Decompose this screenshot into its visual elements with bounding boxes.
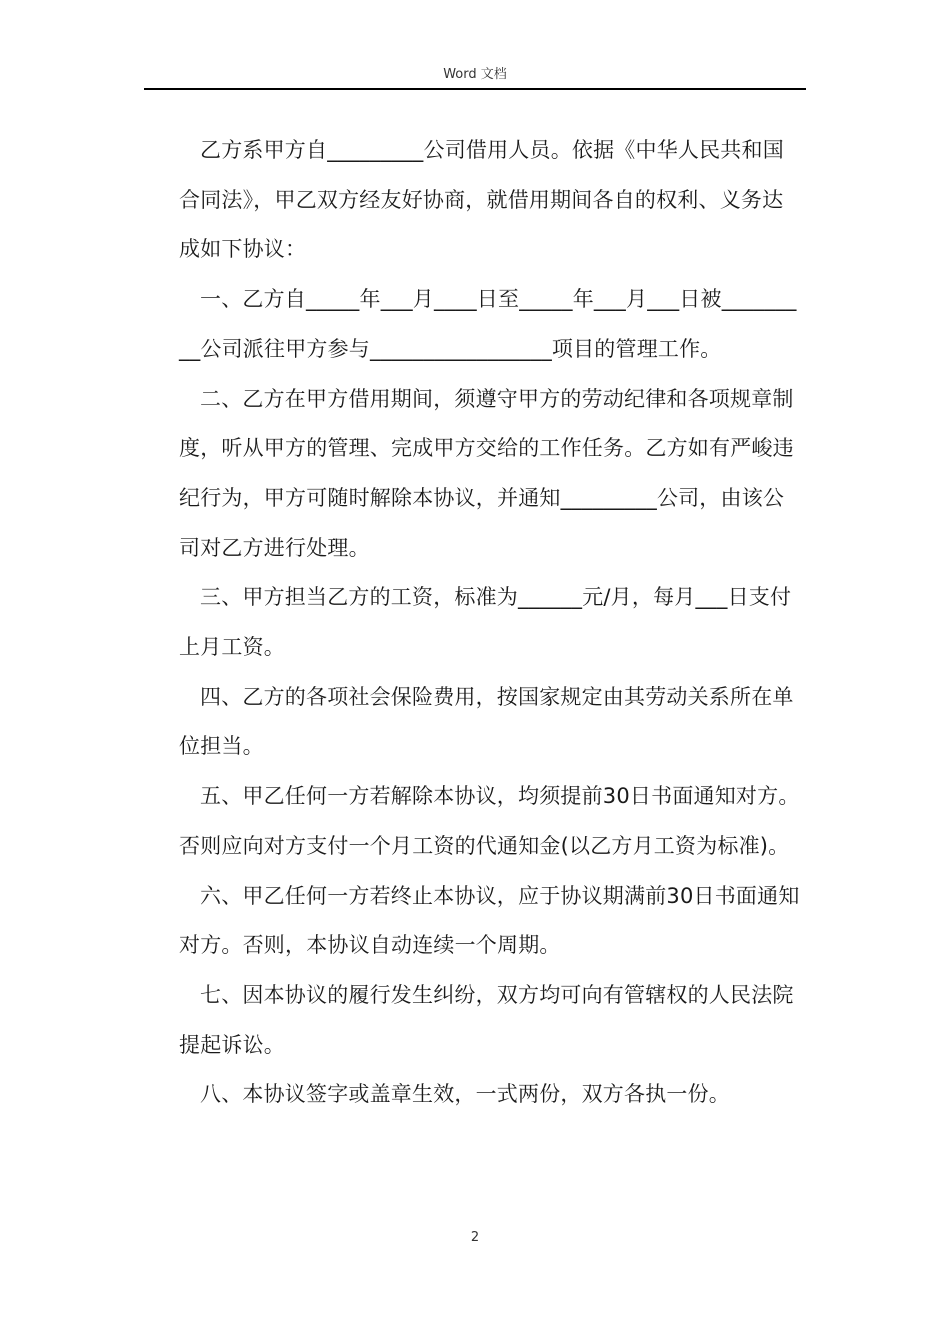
clause-3: 三、甲方担当乙方的工资，标准为______元/月，每月___日支付上月工资。 [179, 585, 792, 660]
clause-4: 四、乙方的各项社会保险费用，按国家规定由其劳动关系所在单位担当。 [179, 684, 794, 759]
header-divider [144, 88, 806, 90]
clause-8: 八、本协议签字或盖章生效，一式两份，双方各执一份。 [200, 1082, 730, 1107]
page-header: Word 文档 [443, 67, 507, 82]
clause-6: 六、甲乙任何一方若终止本协议，应于协议期满前30日书面通知对方。否则，本协议自动连续一个周期。 [179, 883, 800, 958]
document-body [179, 126, 804, 1120]
clause-7: 七、因本协议的履行发生纠纷，双方均可向有管辖权的人民法院提起诉讼。 [179, 982, 794, 1057]
clause-2: 二、乙方在甲方借用期间，须遵守甲方的劳动纪律和各项规章制度，听从甲方的管理、完成甲方交给的工作任务。乙方如有严峻违纪行为，甲方可随时解除本协议，并通知_________公司，由该公司对乙方进行处理。 [179, 386, 794, 560]
page-number: 2 [470, 1230, 480, 1245]
clause-1: 一、乙方自_____年___月____日至_____年___月___日被_________公司派往甲方参与_________________项目的管理工作。 [179, 287, 797, 361]
intro-paragraph: 乙方系甲方自_________公司借用人员。依据《中华人民共和国合同法》，甲乙双方经友好协商，就借用期间各自的权利、义务达成如下协议： [179, 138, 784, 262]
clause-5: 五、甲乙任何一方若解除本协议，均须提前30日书面通知对方。否则应向对方支付一个月工资的代通知金(以乙方月工资为标准)。 [179, 784, 800, 858]
